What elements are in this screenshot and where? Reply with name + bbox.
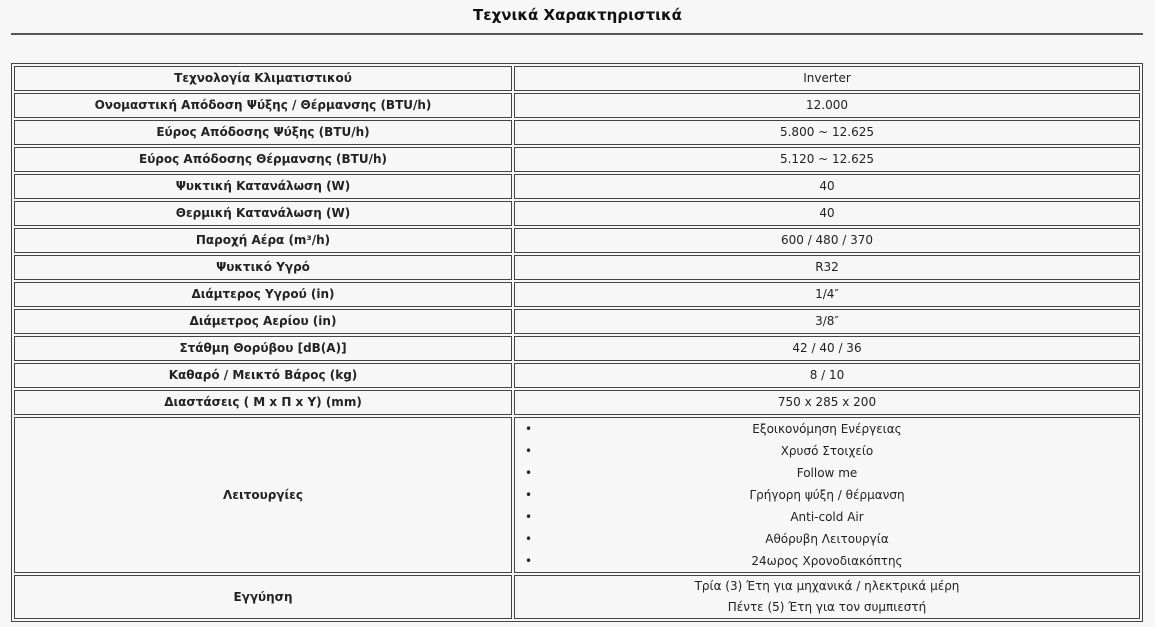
bullet-icon: • [525,466,533,480]
list-item [515,528,1139,550]
table-row [14,255,1140,280]
spec-label: Εύρος Απόδοσης Θέρμανσης (BTU/h) [14,147,512,172]
spec-label: Ονομαστική Απόδοση Ψύξης / Θέρμανσης (BTU/h) [14,93,512,118]
table-row [14,282,1140,307]
spec-value: 3/8″ [514,309,1140,334]
spec-label: Ψυκτική Κατανάλωση (W) [14,174,512,199]
spec-label: Στάθμη Θορύβου [dB(A)] [14,336,512,361]
list-item [515,440,1139,462]
spec-value: 5.120 ~ 12.625 [514,147,1140,172]
spec-value: 40 [514,201,1140,226]
feature-text: Γρήγορη ψύξη / θέρμανση [749,488,905,502]
warranty-row [14,575,1140,619]
feature-text: Χρυσό Στοιχείο [780,444,874,458]
spec-value: 12.000 [514,93,1140,118]
spec-label: Ψυκτικό Υγρό [14,255,512,280]
table-row [14,147,1140,172]
feature-text: Αθόρυβη Λειτουργία [765,532,889,546]
specs-table-body [14,66,1140,619]
spec-label: Θερμική Κατανάλωση (W) [14,201,512,226]
spec-value: R32 [514,255,1140,280]
warranty-line: Τρία (3) Έτη για μηχανικά / ηλεκτρικά μέρη [694,579,960,593]
table-row [14,66,1140,91]
spec-label: Παροχή Αέρα (m³/h) [14,228,512,253]
bullet-icon: • [525,488,533,502]
page-title: Τεχνικά Χαρακτηριστικά [473,6,682,24]
list-item [515,484,1139,506]
table-row [14,201,1140,226]
table-row [14,93,1140,118]
table-row [14,120,1140,145]
bullet-icon: • [525,422,533,436]
functions-cell [514,417,1140,573]
warranty-label: Εγγύηση [14,575,512,619]
feature-text: Εξοικονόμηση Ενέργειας [752,422,902,436]
bullet-icon: • [525,532,533,546]
spec-label: Διάμετρος Αερίου (in) [14,309,512,334]
bullet-icon: • [525,510,533,524]
spec-value: 600 / 480 / 370 [514,228,1140,253]
spec-label: Διαστάσεις ( Μ x Π x Υ) (mm) [14,390,512,415]
spec-label: Διάμτερος Υγρού (in) [14,282,512,307]
functions-label: Λειτουργίες [14,417,512,573]
bullet-icon: • [525,444,533,458]
table-row [14,309,1140,334]
spec-label: Τεχνολογία Κλιματιστικού [14,66,512,91]
table-row [14,228,1140,253]
title-divider [11,33,1143,35]
functions-row [14,417,1140,573]
spec-value: 1/4″ [514,282,1140,307]
list-item [515,462,1139,484]
spec-value: Inverter [514,66,1140,91]
functions-list [515,418,1139,572]
table-row [14,363,1140,388]
warranty-cell [514,575,1140,619]
list-item [515,550,1139,572]
specs-table [11,63,1143,622]
spec-label: Εύρος Απόδοσης Ψύξης (BTU/h) [14,120,512,145]
spec-value: 8 / 10 [514,363,1140,388]
warranty-line: Πέντε (5) Έτη για τον συμπιεστή [727,600,927,614]
spec-label: Καθαρό / Μεικτό Βάρος (kg) [14,363,512,388]
spec-value: 42 / 40 / 36 [514,336,1140,361]
feature-text: Anti-cold Air [790,510,864,524]
feature-text: 24ωρος Χρονοδιακόπτης [751,554,903,568]
spec-value: 750 x 285 x 200 [514,390,1140,415]
list-item [515,506,1139,528]
feature-text: Follow me [796,466,858,480]
table-row [14,174,1140,199]
spec-value: 40 [514,174,1140,199]
table-row [14,336,1140,361]
spec-value: 5.800 ~ 12.625 [514,120,1140,145]
table-row [14,390,1140,415]
bullet-icon: • [525,554,533,568]
list-item [515,418,1139,440]
